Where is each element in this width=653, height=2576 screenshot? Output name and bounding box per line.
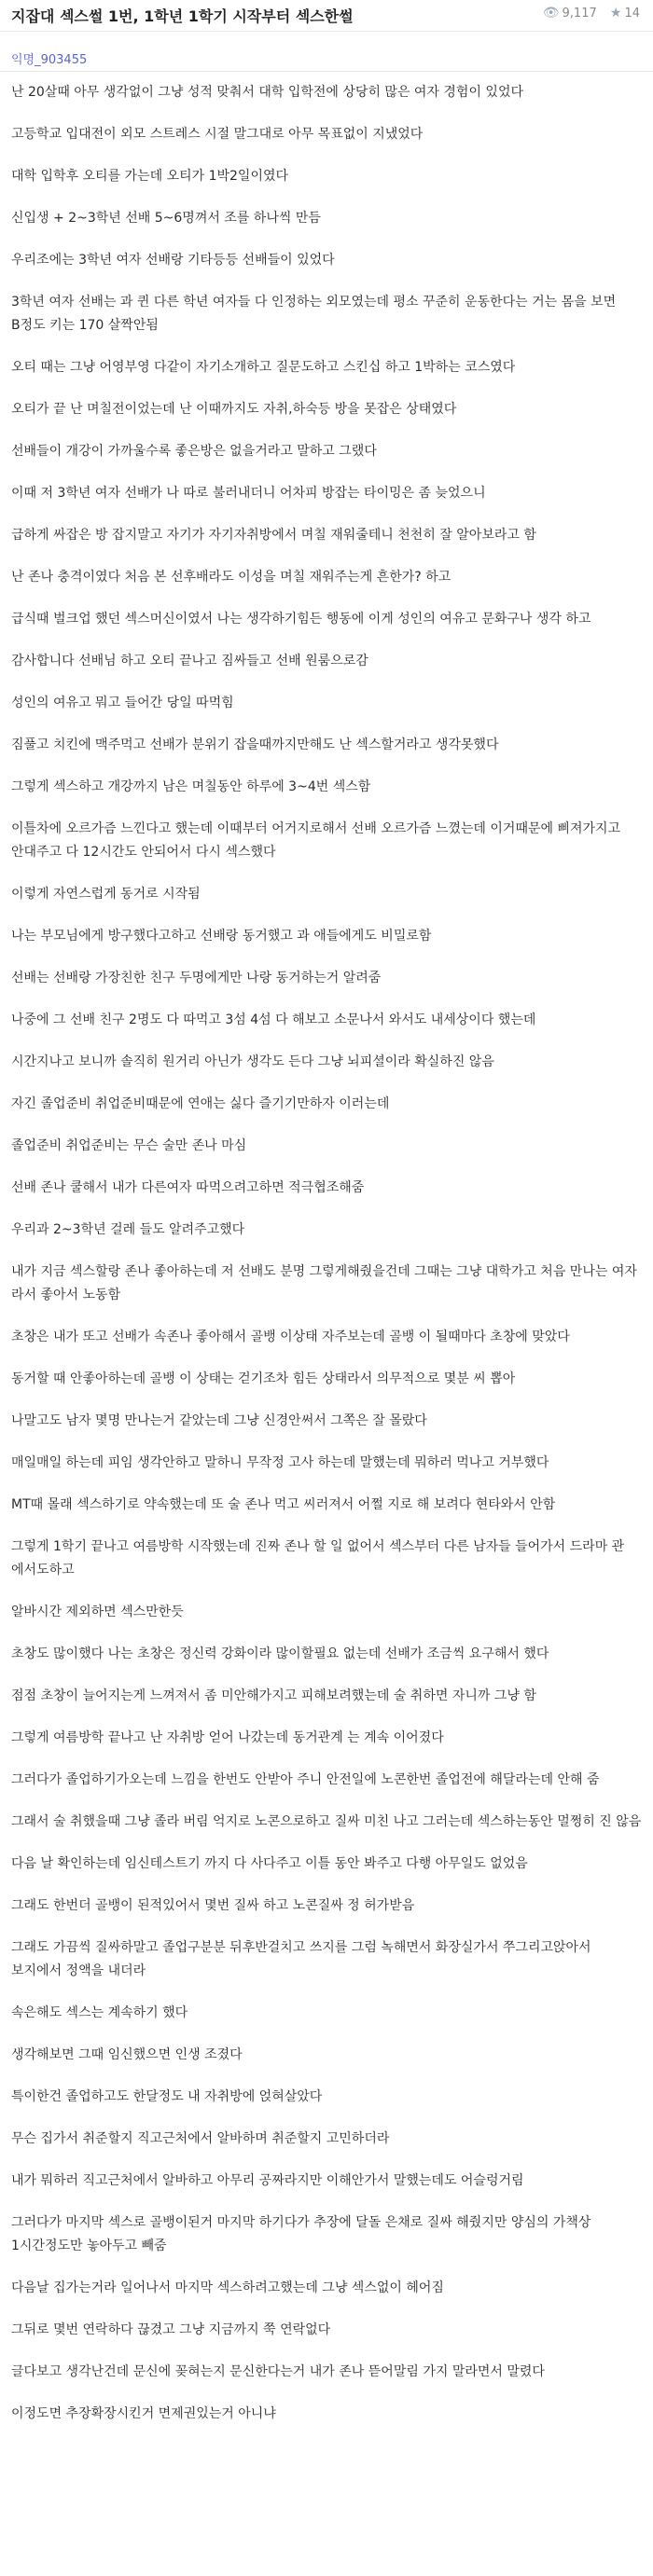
post-paragraph: 그렇게 1학기 끝나고 여름방학 시작했는데 진짜 존나 할 일 없어서 섹스부터 다른 남자들 들어가서 드라마 관 에서도하고 [11,1539,625,1577]
post-paragraph: 글다보고 생각난건데 문신에 꽂혀는지 문신한다는거 내가 존나 뜯어말림 가지 말라면서 말렸다 [11,2364,545,2379]
post-paragraph: 급하게 싸잡은 방 잡지말고 자기가 자기자취방에서 며칠 재워줄테니 천천히 잘 알아보라고 함 [11,528,536,543]
post-paragraph: 동거할 때 안좋아하는데 골뱅 이 상태는 걷기조차 힘든 상태라서 의무적으로 몇분 씨 뽑아 [11,1371,516,1386]
star-icon[interactable]: ★ [609,6,622,21]
star-count-group[interactable] [610,7,640,21]
post-paragraph: 선배는 선배랑 가장친한 친구 두명에게만 나랑 동거하는거 알려줌 [11,971,382,985]
star-count: 14 [624,7,640,21]
post-paragraph: 알바시간 제외하면 섹스만한듯 [11,1605,184,1619]
post-paragraph: 초창은 내가 또고 선배가 속존나 좋아해서 골뱅 이상태 자주보는데 골뱅 이 될때마다 초창에 맞았다 [11,1329,570,1344]
post-paragraph: 그뒤로 몇번 연락하다 끊겼고 그냥 지금까지 쭉 연락없다 [11,2322,331,2337]
post-paragraph: 시간지나고 보니까 솔직히 원거리 아닌가 생각도 든다 그냥 뇌피셜이라 확실하진 않음 [11,1054,494,1069]
post-paragraph: 그러다가 마지막 섹스로 골뱅이된거 마지막 하기다가 추장에 달돌 은채로 질싸 해줬지만 양심의 가책상 1시간정도만 놓아두고 빼줌 [11,2215,591,2253]
post-paragraph: 3학년 여자 선배는 과 퀸 다른 학년 여자들 다 인정하는 외모였는데 평소 꾸준히 운동한다는 거는 몸을 보면 B정도 키는 170 살짝안됨 [11,295,617,333]
post-paragraph: 감사합니다 선배님 하고 오티 끝나고 짐싸들고 선배 원룸으로감 [11,654,368,668]
post-paragraph: 짐풀고 치킨에 맥주먹고 선배가 분위기 잡을때까지만해도 난 섹스할거라고 생각못했다 [11,737,499,752]
post-stats [534,6,640,21]
author-name[interactable]: 익명_903455 [11,53,88,67]
header-divider [0,31,653,32]
post-paragraph: 이정도면 추장확장시킨거 면제권있는거 아니냐 [11,2406,276,2421]
post-paragraph: 나말고도 남자 몇명 만나는거 같았는데 그냥 신경안써서 그쪽은 잘 몰랐다 [11,1413,427,1428]
post-paragraph: 우리과 2~3학년 걸레 들도 알려주고했다 [11,1222,245,1237]
post-paragraph: 대학 입학후 오티를 가는데 오티가 1박2일이였다 [11,169,289,184]
post-paragraph: 그렇게 여름방학 끝나고 난 자취방 얻어 나갔는데 동거관계 는 계속 이어졌다 [11,1730,444,1745]
post-paragraph: 그래도 한번더 골뱅이 된적있어서 몇번 질싸 하고 노콘질싸 정 허가받음 [11,1898,415,1913]
post-body [11,81,642,2445]
post-paragraph: 그래서 술 취했을때 그냥 졸라 버림 억지로 노콘으로하고 질싸 미친 나고 그러는데 섹스하는동안 멀쩡히 진 않음 [11,1814,642,1829]
post-header [0,0,653,28]
post-paragraph: 내가 뭐하러 직고근처에서 알바하고 아무리 공짜라지만 이해안가서 말했는데도 어슬렁거림 [11,2173,524,2188]
post-paragraph: 급식때 벌크업 했던 섹스머신이였서 나는 생각하기힘든 행동에 이게 성인의 여유고 문화구나 생각 하고 [11,612,591,627]
post-paragraph: 성인의 여유고 뭐고 들어간 당일 따먹힘 [11,696,234,710]
post-paragraph: 졸업준비 취업준비는 무슨 술만 존나 마심 [11,1138,247,1153]
post-paragraph: 오티 때는 그냥 어영부영 다같이 자기소개하고 질문도하고 스킨십 하고 1박하는 코스였다 [11,360,516,375]
post-paragraph: 자긴 졸업준비 취업준비때문에 연애는 싫다 즐기기만하자 이러는데 [11,1096,390,1111]
post-paragraph: 그래도 가끔씩 질싸하말고 졸업구분분 뒤후반걸치고 쓰지를 그럼 녹해면서 화장실가서 쭈그리고앉아서 보지에서 정액을 내더라 [11,1940,591,1978]
post-paragraph: 난 20살때 아무 생각없이 그냥 성적 맞춰서 대학 입학전에 상당히 많은 여자 경험이 있었다 [11,85,524,100]
post-paragraph: 우리조에는 3학년 여자 선배랑 기타등등 선배들이 있었다 [11,253,335,268]
post-paragraph: 초창도 많이했다 나는 초창은 정신력 강화이라 많이할필요 없는데 선배가 조금씩 요구해서 했다 [11,1646,549,1661]
post-paragraph: 이렇게 자연스럽게 동거로 시작됨 [11,887,201,902]
post-paragraph: 나중에 그 선배 친구 2명도 다 따먹고 3섬 4섬 다 해보고 소문나서 와서도 내세상이다 했는데 [11,1012,536,1027]
post-paragraph: 그렇게 섹스하고 개강까지 남은 며칠동안 하루에 3~4번 섹스함 [11,779,371,794]
post-paragraph: 다음날 집가는거라 일어나서 마지막 섹스하려고했는데 그냥 섹스없이 헤어짐 [11,2280,444,2295]
post-paragraph: 난 존나 충격이였다 처음 본 선후배라도 이성을 며칠 재워주는게 흔한가? 하고 [11,570,452,585]
post-paragraph: 신입생 + 2~3학년 선배 5~6명껴서 조를 하나씩 만듬 [11,211,321,226]
post-paragraph: 이틀차에 오르가즘 느낀다고 했는데 이때부터 어거지로해서 선배 오르가즘 느꼈는데 이거때문에 삐져가지고 안대주고 다 12시간도 안되어서 다시 섹스했다 [11,821,621,860]
post-title: 지잡대 섹스썰 1번, 1학년 1학기 시작부터 섹스한썰 [11,7,354,25]
post-paragraph: 이때 저 3학년 여자 선배가 나 따로 불러내더니 어차피 방잡는 타이밍은 좀 늦었으니 [11,486,486,501]
post-paragraph: MT때 몰래 섹스하기로 약속했는데 또 술 존나 먹고 씨러져서 어쩔 지로 해 보려다 현타와서 안함 [11,1497,556,1512]
view-count-group [543,7,601,21]
author-divider [0,71,653,72]
post-paragraph: 선배 존나 쿨해서 내가 다른여자 따먹으려고하면 적극협조해줌 [11,1180,365,1195]
post-paragraph: 고등학교 입대전이 외모 스트레스 시절 말그대로 아무 목표없이 지냈었다 [11,127,424,142]
post-paragraph: 나는 부모님에게 방구했다고하고 선배랑 동거했고 과 애들에게도 비밀로함 [11,929,432,944]
post-paragraph: 다음 날 확인하는데 임신테스트기 까지 다 사다주고 이틀 동안 봐주고 다행 아무일도 없었음 [11,1856,528,1871]
post-paragraph: 무슨 집가서 취준할지 직고근처에서 알바하며 취준할지 고민하더라 [11,2131,390,2146]
post-paragraph: 특이한건 졸업하고도 한달정도 내 자취방에 얹혀살았다 [11,2089,323,2104]
view-count: 9,117 [562,7,597,21]
post-paragraph: 생각해보면 그때 임신했으면 인생 조졌다 [11,2047,243,2062]
post-paragraph: 그러다가 졸업하기가오는데 느낌을 한번도 안받아 주니 안전일에 노콘한번 졸업전에 해달라는데 안해 줌 [11,1772,600,1787]
post-paragraph: 오티가 끝 난 며칠전이었는데 난 이때까지도 자취,하숙등 방을 못잡은 상태였다 [11,402,457,417]
eye-icon: 👁 [542,6,560,21]
post-paragraph: 내가 지금 섹스할랑 존나 좋아하는데 저 선배도 분명 그렇게해줬을건데 그때는 그냥 대학가고 처음 만나는 여자 라서 좋아서 노동함 [11,1264,637,1302]
post-paragraph: 선배들이 개강이 가까울수록 좋은방은 없을거라고 말하고 그랬다 [11,444,377,459]
post-paragraph: 점점 초창이 늘어지는게 느껴져서 좀 미안해가지고 피해보려했는데 술 취하면 자니까 그냥 함 [11,1688,536,1703]
post-paragraph: 속은해도 섹스는 계속하기 했다 [11,2005,188,2020]
post-paragraph: 매일매일 하는데 피임 생각안하고 말하니 무작정 고사 하는데 말했는데 뭐하러 먹나고 거부했다 [11,1455,549,1470]
